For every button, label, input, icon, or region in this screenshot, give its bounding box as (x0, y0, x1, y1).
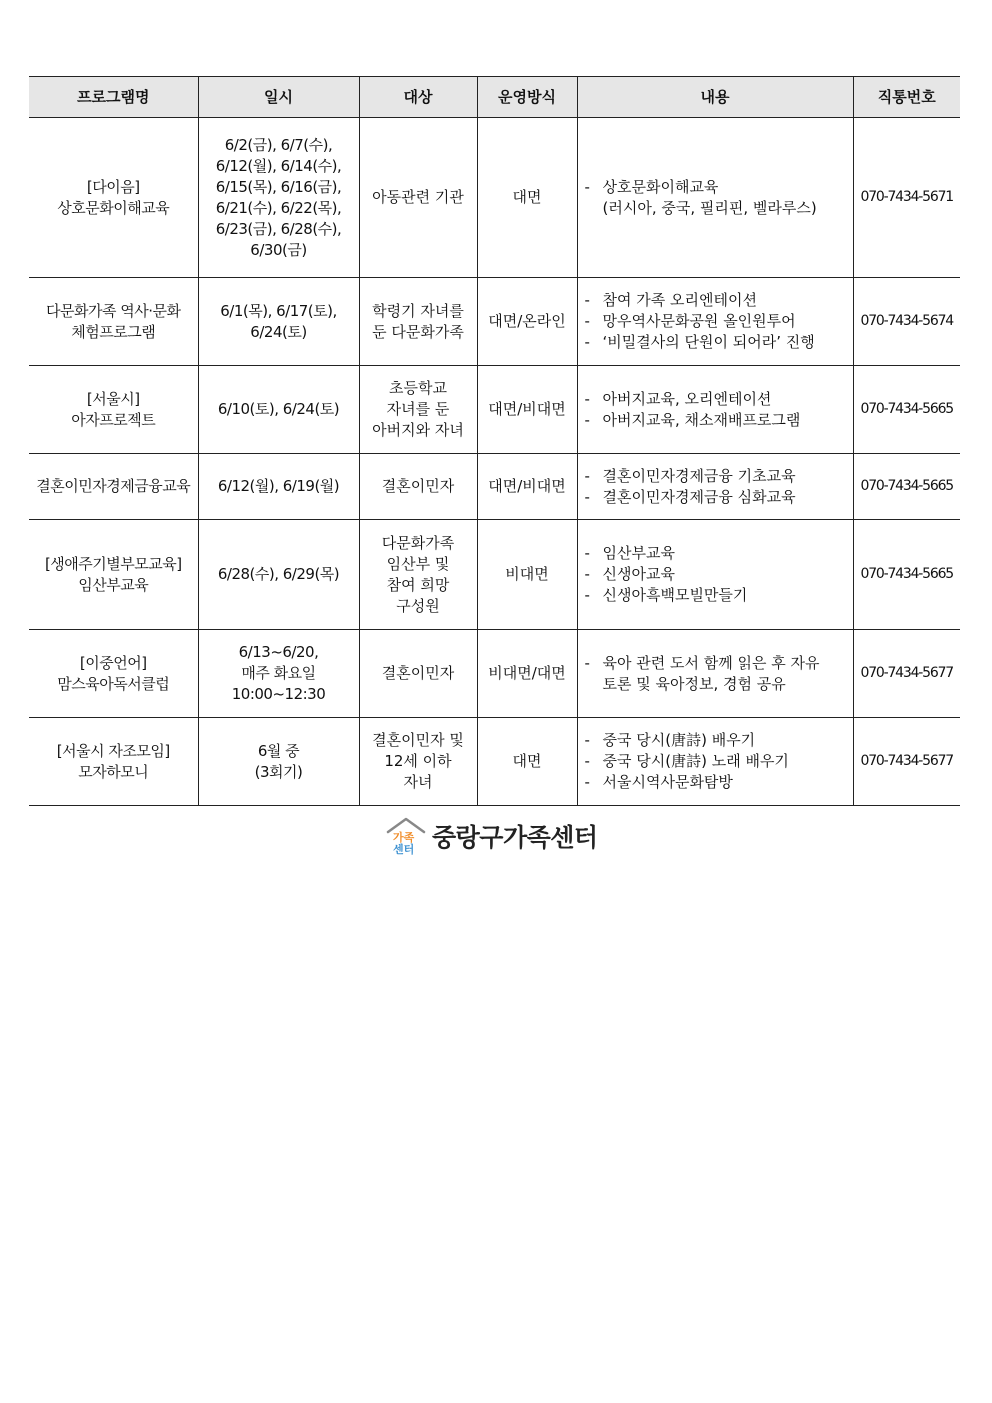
content-cell (577, 454, 853, 520)
program-name-cell-line: 체험프로그램 (71, 322, 156, 341)
header-target: 대상 (359, 77, 477, 118)
logo-mark-top-text: 가족 (393, 831, 415, 844)
phone-cell: 070-7434-5677 (853, 630, 960, 718)
bullet-dash-icon: - (584, 653, 590, 672)
program-name-cell-line: [생애주기별부모교육] (44, 554, 182, 573)
date-cell-line: 매주 화요일 (241, 664, 316, 682)
content-cell (577, 118, 853, 278)
bullet-dash-icon: - (584, 773, 590, 791)
target-cell-line: 결혼이민자 및 (372, 731, 464, 749)
phone-cell: 070-7434-5665 (853, 454, 960, 520)
table-row (29, 718, 960, 806)
org-name: 중랑구가족센터 (432, 823, 598, 852)
content-bullet (585, 564, 848, 585)
bullet-text: 결혼이민자경제금융 기초교육 (602, 466, 796, 485)
header-date: 일시 (198, 77, 359, 118)
date-cell (198, 454, 359, 520)
date-cell-line: 6/30(금) (250, 240, 307, 259)
program-name-cell (29, 718, 198, 806)
program-name-cell-line: 맘스육아독서클럽 (57, 674, 170, 693)
method-cell: 대면/비대면 (477, 366, 577, 454)
method-cell: 대면/비대면 (477, 454, 577, 520)
target-cell-line: 참여 희망 (386, 575, 450, 594)
content-bullet (585, 311, 848, 332)
target-cell-line: 초등학교 (389, 379, 447, 397)
bullet-text: 신생아교육 (602, 565, 675, 583)
content-bullet (585, 410, 848, 431)
content-bullet (585, 466, 848, 487)
content-bullet (585, 772, 848, 793)
date-cell-line: 6/15(목), 6/16(금), (215, 177, 342, 196)
bullet-dash-icon: - (584, 752, 590, 770)
target-cell-line: 임산부 및 (386, 554, 450, 573)
program-name-cell (29, 520, 198, 630)
family-center-logo-icon (384, 816, 428, 856)
target-cell (359, 718, 477, 806)
bullet-text: 상호문화이해교육 (602, 177, 719, 196)
phone-cell: 070-7434-5671 (853, 118, 960, 278)
bullet-dash-icon: - (584, 177, 590, 196)
date-cell (198, 118, 359, 278)
date-cell-line: 10:00~12:30 (231, 685, 326, 703)
target-cell (359, 118, 477, 278)
bullet-dash-icon: - (584, 333, 590, 351)
target-cell-line: 12세 이하 (384, 752, 452, 770)
bullet-text: 참여 가족 오리엔테이션 (602, 291, 757, 309)
bullet-text: 중국 당시(唐詩) 배우기 (602, 731, 756, 749)
bullet-dash-icon: - (584, 586, 590, 604)
content-bullet (585, 487, 848, 508)
target-cell-line: 결혼이민자 (381, 664, 455, 682)
bullet-text: 망우역사문화공원 올인원투어 (602, 312, 796, 330)
date-cell-line: (3회기) (254, 762, 303, 781)
content-bullet (585, 389, 848, 410)
target-cell-line: 자녀 (403, 773, 433, 791)
header-method: 운영방식 (477, 77, 577, 118)
bullet-text: 서울시역사문화탐방 (602, 773, 733, 791)
target-cell (359, 454, 477, 520)
method-cell: 대면/온라인 (477, 278, 577, 366)
program-name-cell-line: 결혼이민자경제금융교육 (36, 477, 191, 495)
date-cell (198, 278, 359, 366)
table-body (29, 118, 960, 806)
content-bullet (585, 585, 848, 606)
header-phone: 직통번호 (853, 77, 960, 118)
method-cell: 대면 (477, 118, 577, 278)
target-cell-line: 둔 다문화가족 (372, 322, 464, 341)
table-header-row (29, 77, 960, 118)
target-cell-line: 구성원 (396, 596, 440, 615)
date-cell (198, 718, 359, 806)
bullet-text: 육아 관련 도서 함께 읽은 후 자유 (602, 653, 820, 672)
date-cell-line: 6/12(월), 6/19(월) (217, 477, 340, 495)
program-name-cell-line: [서울시] (86, 389, 140, 408)
date-cell (198, 366, 359, 454)
target-cell-line: 결혼이민자 (381, 477, 455, 495)
program-name-cell (29, 366, 198, 454)
bullet-dash-icon: - (584, 487, 590, 506)
date-cell-line: 6/10(토), 6/24(토) (217, 400, 340, 418)
date-cell-line: 6/21(수), 6/22(목), (215, 198, 342, 217)
target-cell-line: 아동관련 기관 (372, 188, 464, 206)
program-name-cell (29, 118, 198, 278)
program-name-cell-line: [서울시 자조모임] (56, 741, 170, 760)
table-row (29, 278, 960, 366)
table-row (29, 520, 960, 630)
bullet-text: 임산부교육 (602, 544, 675, 562)
program-name-cell-line: 임산부교육 (78, 575, 149, 594)
date-cell-line: 6/28(수), 6/29(목) (217, 565, 340, 583)
table-row (29, 630, 960, 718)
program-name-cell-line: [다이음] (86, 177, 140, 196)
program-name-cell-line: 다문화가족 역사·문화 (46, 301, 181, 320)
bullet-dash-icon: - (584, 466, 590, 485)
content-bullet (585, 653, 848, 674)
target-cell-line: 학령기 자녀를 (372, 301, 464, 320)
target-cell (359, 366, 477, 454)
content-bullet (585, 290, 848, 311)
target-cell (359, 630, 477, 718)
content-cell (577, 366, 853, 454)
org-logo (384, 816, 598, 856)
target-cell-line: 아버지와 자녀 (372, 421, 464, 439)
bullet-text: 아버지교육, 오리엔테이션 (602, 389, 772, 408)
program-name-cell-line: 모자하모니 (78, 762, 149, 781)
program-name-cell-line: 아자프로젝트 (71, 410, 156, 429)
bullet-dash-icon: - (584, 544, 590, 562)
phone-cell: 070-7434-5674 (853, 278, 960, 366)
content-cell (577, 278, 853, 366)
bullet-text: 결혼이민자경제금융 심화교육 (602, 487, 796, 506)
date-cell (198, 520, 359, 630)
method-cell: 비대면/대면 (477, 630, 577, 718)
target-cell (359, 520, 477, 630)
bullet-dash-icon: - (584, 291, 590, 309)
bullet-text: 신생아흑백모빌만들기 (602, 586, 748, 604)
content-bullet (585, 543, 848, 564)
target-cell-line: 다문화가족 (381, 533, 455, 552)
program-name-cell (29, 630, 198, 718)
program-name-cell-line: 상호문화이해교육 (57, 198, 170, 217)
date-cell-line: 6/13~6/20, (238, 643, 319, 661)
phone-cell: 070-7434-5665 (853, 520, 960, 630)
content-cell (577, 520, 853, 630)
bullet-dash-icon: - (584, 312, 590, 330)
date-cell-line: 6/12(월), 6/14(수), (215, 156, 342, 175)
program-name-cell (29, 278, 198, 366)
program-name-cell (29, 454, 198, 520)
content-bullet (585, 332, 848, 353)
content-bullet (585, 177, 848, 198)
table-row (29, 454, 960, 520)
method-cell: 대면 (477, 718, 577, 806)
content-cell (577, 718, 853, 806)
header-content: 내용 (577, 77, 853, 118)
content-bullet (585, 730, 848, 751)
logo-mark-bottom-text: 센터 (393, 843, 415, 856)
table-row (29, 118, 960, 278)
phone-cell: 070-7434-5677 (853, 718, 960, 806)
date-cell-line: 6/2(금), 6/7(수), (224, 135, 333, 154)
phone-cell: 070-7434-5665 (853, 366, 960, 454)
date-cell-line: 6/23(금), 6/28(수), (215, 219, 342, 238)
header-program-name: 프로그램명 (29, 77, 198, 118)
date-cell-line: 6/1(목), 6/17(토), (220, 301, 337, 320)
bullet-dash-icon: - (584, 410, 590, 429)
content-bullet (585, 751, 848, 772)
date-cell-line: 6월 중 (257, 741, 300, 760)
bullet-text: 아버지교육, 채소재배프로그램 (602, 410, 801, 429)
bullet-dash-icon: - (584, 565, 590, 583)
bullet-dash-icon: - (584, 389, 590, 408)
content-cell (577, 630, 853, 718)
method-cell: 비대면 (477, 520, 577, 630)
bullet-subline: 토론 및 육아정보, 경험 공유 (602, 674, 786, 693)
program-table (29, 76, 960, 806)
date-cell (198, 630, 359, 718)
bullet-text: ‘비밀결사의 단원이 되어라’ 진행 (602, 333, 815, 351)
bullet-subline: (러시아, 중국, 필리핀, 벨라루스) (602, 198, 817, 217)
target-cell-line: 자녀를 둔 (386, 400, 450, 418)
target-cell (359, 278, 477, 366)
program-name-cell-line: [이중언어] (79, 653, 147, 672)
table-row (29, 366, 960, 454)
bullet-text: 중국 당시(唐詩) 노래 배우기 (602, 752, 789, 770)
date-cell-line: 6/24(토) (250, 322, 307, 341)
bullet-dash-icon: - (584, 731, 590, 749)
